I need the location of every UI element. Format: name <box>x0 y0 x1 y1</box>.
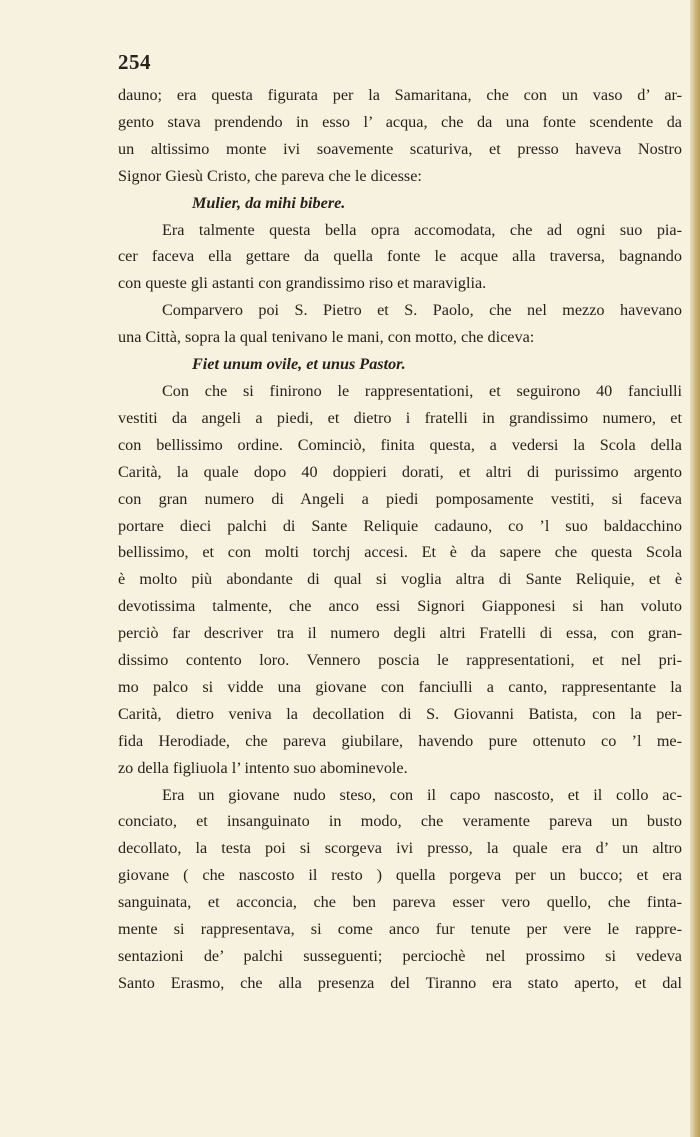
text-line: perciò far descriver tra il numero degli altri Fratelli di essa, con gran- <box>118 624 682 643</box>
text-line: un altissimo monte ivi soavemente scaturiva, et presso haveva Nostro <box>118 139 682 158</box>
text-line: Con che si finirono le rappresentationi, et seguirono 40 fanciulli <box>162 381 682 400</box>
motto-line: Mulier, da mihi bibere. <box>192 193 346 212</box>
text-line: bellissimo, et con molti torchj accesi. Et è da sapere che questa Scola <box>118 543 682 562</box>
text-line: dauno; era questa figurata per la Samaritana, che con un vaso d’ ar- <box>118 86 682 104</box>
text-line: zo della figliuola l’ intento suo abominevole. <box>118 758 408 777</box>
text-line: conciato, et insanguinato in modo, che veramente pareva un busto <box>118 812 682 831</box>
motto-line: Fiet unum ovile, et unus Pastor. <box>192 355 406 374</box>
text-line: una Città, sopra la qual tenivano le mani, con motto, che diceva: <box>118 328 535 347</box>
text-line: Signor Giesù Cristo, che pareva che le dicesse: <box>118 166 422 185</box>
text-line: Era talmente questa bella opra accomodata, che ad ogni suo pia- <box>162 220 682 239</box>
text-line: devotissima talmente, che anco essi Signori Giapponesi si han voluto <box>118 597 682 616</box>
text-line: con bellissimo ordine. Cominciò, finita questa, a vedersi la Scola della <box>118 435 682 454</box>
body-text <box>118 82 682 997</box>
text-line: Comparvero poi S. Pietro et S. Paolo, che nel mezzo havevano <box>162 301 682 320</box>
text-line: Carità, dietro veniva la decollation di S. Giovanni Batista, con la per- <box>118 704 682 723</box>
text-line: è molto più abondante di qual si voglia altra di Sante Reliquie, et è <box>118 570 682 589</box>
text-line: giovane ( che nascosto il resto ) quella porgeva per un bucco; et era <box>118 866 682 885</box>
text-line: portare dieci palchi di Sante Reliquie cadauno, co ’l suo baldacchino <box>118 516 682 535</box>
text-line: sanguinata, et acconcia, che ben pareva esser vero quello, che finta- <box>118 893 682 912</box>
page-edge <box>690 0 700 1137</box>
text-line: Era un giovane nudo steso, con il capo nascosto, et il collo ac- <box>162 785 682 804</box>
text-line: dissimo contento loro. Vennero poscia le rappresentationi, et nel pri- <box>118 651 682 670</box>
text-line: con queste gli astanti con grandissimo riso et maraviglia. <box>118 274 487 293</box>
text-line: Carità, la quale dopo 40 doppieri dorati, et altri di purissimo argento <box>118 462 682 481</box>
text-line: cer faceva ella gettare da quella fonte le acque alla traversa, bagnando <box>118 247 682 266</box>
text-line: sentazioni de’ palchi susseguenti; perciochè nel prossimo si vedeva <box>118 947 682 965</box>
text-line: con gran numero di Angeli a piedi pomposamente vestiti, si faceva <box>118 489 682 508</box>
text-line: Santo Erasmo, che alla presenza del Tiranno era stato aperto, et dal <box>118 973 682 992</box>
text-line: mo palco si vidde una giovane con fanciulli a canto, rappresentante la <box>118 677 682 696</box>
text-line: gento stava prendendo in esso l’ acqua, che da una fonte scendente da <box>118 112 682 131</box>
text-line: vestiti da angeli a piedi, et dietro i fratelli in grandissimo numero, et <box>118 408 682 427</box>
text-line: mente si rappresentava, si come anco fur tenute per vere le rappre- <box>118 920 682 939</box>
page-number: 254 <box>118 50 151 74</box>
text-line: fida Herodiade, che pareva giubilare, havendo pure ottenuto co ’l me- <box>118 731 682 750</box>
text-line: decollato, la testa poi si scorgeva ivi presso, la quale era d’ un altro <box>118 839 682 858</box>
